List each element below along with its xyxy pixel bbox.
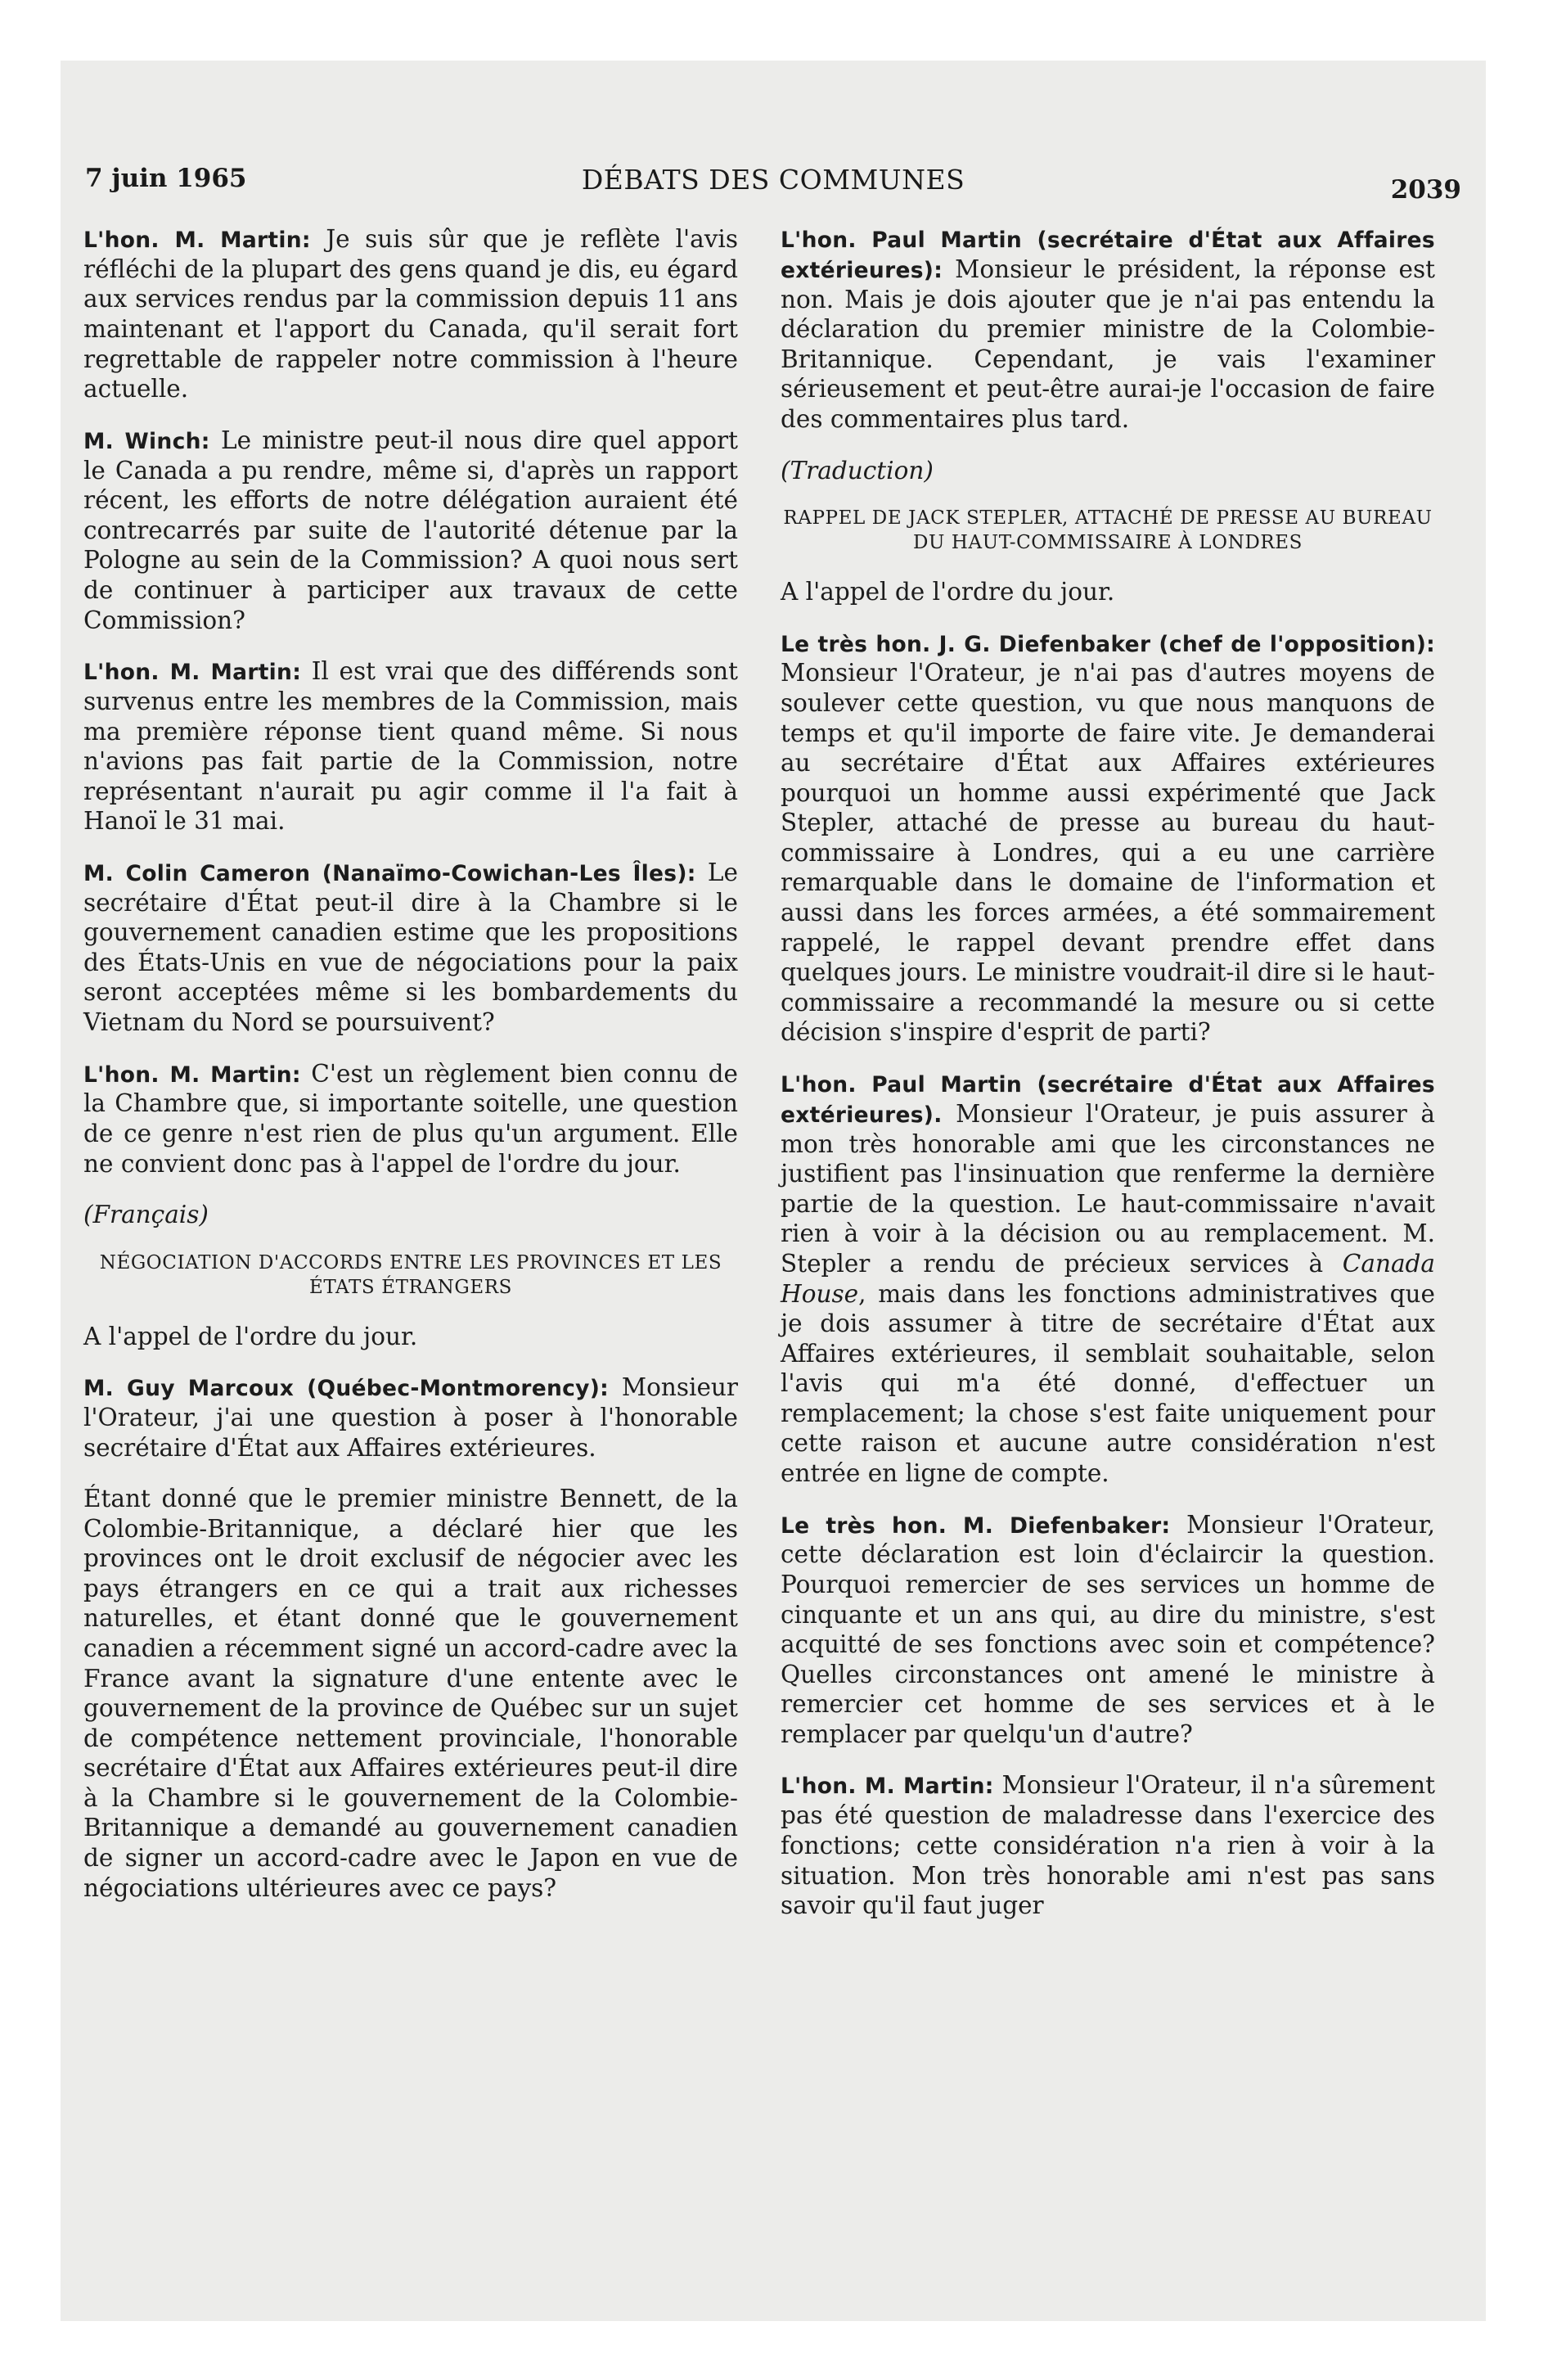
speaker-name: L'hon. M. Martin: xyxy=(83,660,302,686)
paragraph xyxy=(781,1770,1435,1920)
speaker-name: M. Guy Marcoux (Québec-Montmorency): xyxy=(83,1376,610,1402)
order-of-day: A l'appel de l'ordre du jour. xyxy=(83,1322,418,1350)
paragraph xyxy=(781,1510,1435,1750)
paragraph-text: Monsieur le président, la réponse est non. Mais je dois ajouter que je n'ai pas entendu la déclaration du premier ministre de la Colombie-Britannique. Cependant, je vais l'examiner sérieusement et peut-être aurai-je l'occasion de faire des commentaires plus tard. xyxy=(781,255,1435,434)
paragraph-text: C'est un règlement bien connu de la Chambre que, si importante soitelle, une question de ce genre n'est rien de plus qu'un argument. Elle ne convient donc pas à l'appel de l'ordre du jour. xyxy=(83,1059,738,1178)
language-marker: (Traduction) xyxy=(781,456,934,485)
paragraph-text: , mais dans les fonctions administratives que je dois assumer à titre de secrétaire d'État aux Affaires extérieures, il semblait souhaitable, selon l'avis qui m'a été donné, d'effectuer un remplacement; la chose s'est faite uniquement pour cette raison et aucune autre considération n'est entrée en ligne de compte. xyxy=(781,1279,1435,1487)
subject-heading: NÉGOCIATION D'ACCORDS ENTRE LES PROVINCES ET LES ÉTATS ÉTRANGERS xyxy=(99,1251,722,1298)
subject-heading: RAPPEL DE JACK STEPLER, ATTACHÉ DE PRESSE AU BUREAU DU HAUT-COMMISSAIRE À LONDRES xyxy=(783,507,1433,554)
paragraph-text: Monsieur l'Orateur, il n'a sûrement pas été question de maladresse dans l'exercice des fonctions; cette considération n'a rien à voir à la situation. Mon très honorable ami n'est pas sans savoir qu'il faut juger xyxy=(781,1771,1435,1920)
header-date: 7 juin 1965 xyxy=(85,164,247,193)
page-header xyxy=(85,164,1461,205)
paragraph xyxy=(83,224,738,404)
speaker-name: L'hon. M. Martin: xyxy=(83,1062,301,1088)
header-title: DÉBATS DES COMMUNES xyxy=(581,164,965,196)
page-number: 2039 xyxy=(1390,175,1461,205)
left-column xyxy=(83,224,738,1924)
paragraph-text: Il est vrai que des différends sont survenus entre les membres de la Commission, mais ma première réponse tient quand même. Si nous n'avions pas fait partie de la Commission, notre représentant n'aurait pu agir comme il l'a fait à Hanoï le 31 mai. xyxy=(83,657,738,836)
paragraph xyxy=(83,1059,738,1179)
speaker-name: Le très hon. J. G. Diefenbaker (chef de l'opposition): xyxy=(781,631,1435,657)
paragraph-text: Monsieur l'Orateur, j'ai une question à poser à l'honorable secrétaire d'État aux Affaires extérieures. xyxy=(83,1373,739,1462)
speaker-name: Le très hon. M. Diefenbaker: xyxy=(781,1512,1171,1539)
speaker-name: L'hon. M. Martin: xyxy=(83,228,311,253)
paragraph xyxy=(83,858,738,1038)
speaker-name: L'hon. M. Martin: xyxy=(781,1774,994,1800)
speaker-name: L'hon. Paul Martin (secrétaire d'État aux Affaires extérieures). xyxy=(781,1071,1435,1128)
speaker-name: M. Colin Cameron (Nanaïmo-Cowichan-Les Îles): xyxy=(83,860,696,886)
order-of-day: A l'appel de l'ordre du jour. xyxy=(781,577,1115,606)
paragraph-text: Le ministre peut-il nous dire quel apport le Canada a pu rendre, même si, d'après un rapport récent, les efforts de notre délégation auraient été contrecarrés par suite de l'autorité détenue par la Pologne au sein de la Commission? A quoi nous sert de continuer à participer aux travaux de cette Commission? xyxy=(83,426,738,634)
paragraph-text: Monsieur l'Orateur, cette déclaration est loin d'éclaircir la question. Pourquoi remercier de ses services un homme de cinquante et un ans qui, au dire du ministre, s'est acquitté de ses fonctions avec soin et compétence? Quelles circonstances ont amené le ministre à remercier cet homme de ses services et à le remplacer par quelqu'un d'autre? xyxy=(781,1510,1435,1748)
paragraph-text: Le secrétaire d'État peut-il dire à la Chambre si le gouvernement canadien estime que les propositions des États-Unis en vue de négociations pour la paix seront acceptées même si les bombardements du Vietnam du Nord se poursuivent? xyxy=(83,858,738,1036)
paragraph xyxy=(83,426,738,635)
speaker-name: L'hon. Paul Martin (secrétaire d'État aux Affaires extérieures): xyxy=(781,228,1435,283)
paragraph-text: Je suis sûr que je reflète l'avis réfléchi de la plupart des gens quand je dis, eu égard aux services rendus par la commission depuis 11 ans maintenant et l'apport du Canada, qu'il serait fort regrettable de rappeler notre commission à l'heure actuelle. xyxy=(83,225,738,403)
paragraph-text: Monsieur l'Orateur, je puis assurer à mon très honorable ami que les circonstances ne justifient pas l'insinuation que renferme la dernière partie de la question. Le haut-commissaire n'avait rien à voir à la décision ou au remplacement. M. Stepler a rendu de précieux services à xyxy=(781,1099,1435,1278)
paragraph xyxy=(781,224,1435,435)
paragraph xyxy=(781,1069,1435,1489)
right-column xyxy=(781,224,1435,1942)
paragraph xyxy=(781,629,1435,1048)
paragraph xyxy=(83,656,738,836)
speaker-name: M. Winch: xyxy=(83,428,210,454)
document-page xyxy=(61,61,1486,2321)
paragraph: Étant donné que le premier ministre Bennett, de la Colombie-Britannique, a déclaré hier que les provinces ont le droit exclusif de négocier avec les pays étrangers en ce qui a trait aux richesses naturelles, et étant donné que le gouvernement canadien a récemment signé un accord-cadre avec la France avant la signature d'une entente avec le gouvernement de la province de Québec sur un sujet de compétence nettement provinciale, l'honorable secrétaire d'État aux Affaires extérieures peut-il dire à la Chambre si le gouvernement de la Colombie-Britannique a demandé au gouvernement canadien de signer un accord-cadre avec le Japon en vue de négociations ultérieures avec ce pays? xyxy=(83,1485,738,1902)
italic-text: Canada House xyxy=(781,1249,1435,1308)
language-marker: (Français) xyxy=(83,1201,209,1229)
paragraph-text: Monsieur l'Orateur, je n'ai pas d'autres moyens de soulever cette question, vu que nous manquons de temps et qu'il importe de faire vite. Je demanderai au secrétaire d'État aux Affaires extérieures pourquoi un homme aussi expérimenté que Jack Stepler, attaché de presse au bureau du haut-commissaire à Londres, qui a eu une carrière remarquable dans le domaine de l'information et aussi dans les forces armées, a été sommairement rappelé, le rappel devant prendre effet dans quelques jours. Le ministre voudrait-il dire si le haut-commissaire a recommandé la mesure ou si cette décision s'inspire d'esprit de parti? xyxy=(781,659,1435,1047)
paragraph xyxy=(83,1373,738,1463)
